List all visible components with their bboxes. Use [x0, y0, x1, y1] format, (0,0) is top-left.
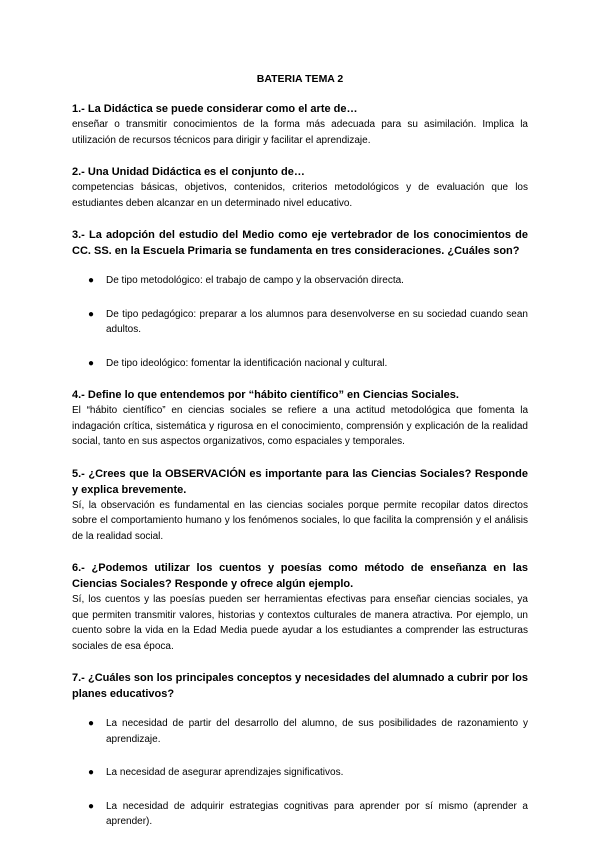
- bullet-icon: ●: [88, 275, 95, 286]
- question-4: [72, 387, 528, 450]
- list-item: [72, 356, 528, 372]
- question-title: 7.- ¿Cuáles son los principales conceptos y necesidades del alumnado a cubrir por los planes educativos?: [72, 672, 528, 700]
- question-3: [72, 227, 528, 371]
- question-7: [72, 670, 528, 830]
- list-item: [72, 273, 528, 289]
- list-item: [72, 716, 528, 747]
- question-6: [72, 560, 528, 654]
- question-title: 1.- La Didáctica se puede considerar como el arte de…: [72, 103, 358, 115]
- bullet-icon: ●: [88, 800, 95, 812]
- list-item-text: La necesidad de asegurar aprendizajes significativos.: [106, 767, 344, 778]
- list-item-text: De tipo ideológico: fomentar la identificación nacional y cultural.: [106, 357, 388, 369]
- question-2: [72, 164, 528, 211]
- bullet-icon: ●: [88, 767, 95, 778]
- answer-list: [72, 716, 528, 830]
- document-title: BATERIA TEMA 2: [256, 73, 344, 85]
- list-item: [72, 799, 528, 830]
- question-title: 3.- La adopción del estudio del Medio como eje vertebrador de los conocimientos de CC. SS. en la Escuela Primaria se fundamenta en tres consideraciones. ¿Cuáles son?: [72, 229, 528, 257]
- bullet-icon: ●: [88, 357, 95, 369]
- question-1: [72, 101, 528, 148]
- list-item: [72, 307, 528, 338]
- bullet-icon: ●: [88, 718, 95, 729]
- list-item-text: De tipo pedagógico: preparar a los alumnos para desenvolverse en su sociedad cuando sean adultos.: [106, 308, 528, 335]
- question-title: 2.- Una Unidad Didáctica es el conjunto de…: [72, 166, 305, 178]
- answer-text: Sí, la observación es fundamental en las ciencias sociales porque permite recopilar datos directos sobre el comportamiento humano y los fenómenos sociales, lo que facilita la comprensión y el análisis de la realidad social.: [72, 499, 528, 542]
- question-title: 6.- ¿Podemos utilizar los cuentos y poesías como método de enseñanza en las Ciencias Sociales? Responde y ofrece algún ejemplo.: [72, 562, 528, 590]
- answer-text: competencias básicas, objetivos, contenidos, criterios metodológicos y de evaluación que los estudiantes deben alcanzar en un determinado nivel educativo.: [72, 182, 528, 209]
- answer-text: enseñar o transmitir conocimientos de la forma más adecuada para su asimilación. Implica la utilización de recursos técnicos para dirigir y facilitar el aprendizaje.: [72, 119, 528, 146]
- list-item-text: La necesidad de partir del desarrollo del alumno, de sus posibilidades de razonamiento y aprendizaje.: [106, 718, 528, 745]
- answer-list: [72, 273, 528, 371]
- document-page: [72, 72, 528, 846]
- bullet-icon: ●: [88, 308, 95, 320]
- question-5: [72, 466, 528, 545]
- list-item-text: De tipo metodológico: el trabajo de campo y la observación directa.: [106, 275, 404, 286]
- list-item: [72, 765, 528, 781]
- answer-text: Sí, los cuentos y las poesías pueden ser herramientas efectivas para enseñar ciencias sociales, ya que permiten transmitir valores, historias y contextos culturales de manera atractiva. Por ejemplo, un cuento sobre la vida en la Edad Media puede ayudar a los estudiantes a comprender las estructuras sociales de esa época.: [72, 594, 528, 652]
- answer-text: El “hábito científico” en ciencias sociales se refiere a una actitud metodológica que fomenta la indagación crítica, sistemática y rigurosa en el conocimiento, comprensión y explicación de la realidad social, tanto en sus aspectos organizativos, como espaciales y temporales.: [72, 405, 528, 447]
- list-item-text: La necesidad de adquirir estrategias cognitivas para aprender por sí mismo (aprender a aprender).: [106, 800, 528, 827]
- question-title: 5.- ¿Crees que la OBSERVACIÓN es importante para las Ciencias Sociales? Responde y explica brevemente.: [72, 467, 528, 496]
- question-title: 4.- Define lo que entendemos por “hábito científico” en Ciencias Sociales.: [72, 389, 459, 401]
